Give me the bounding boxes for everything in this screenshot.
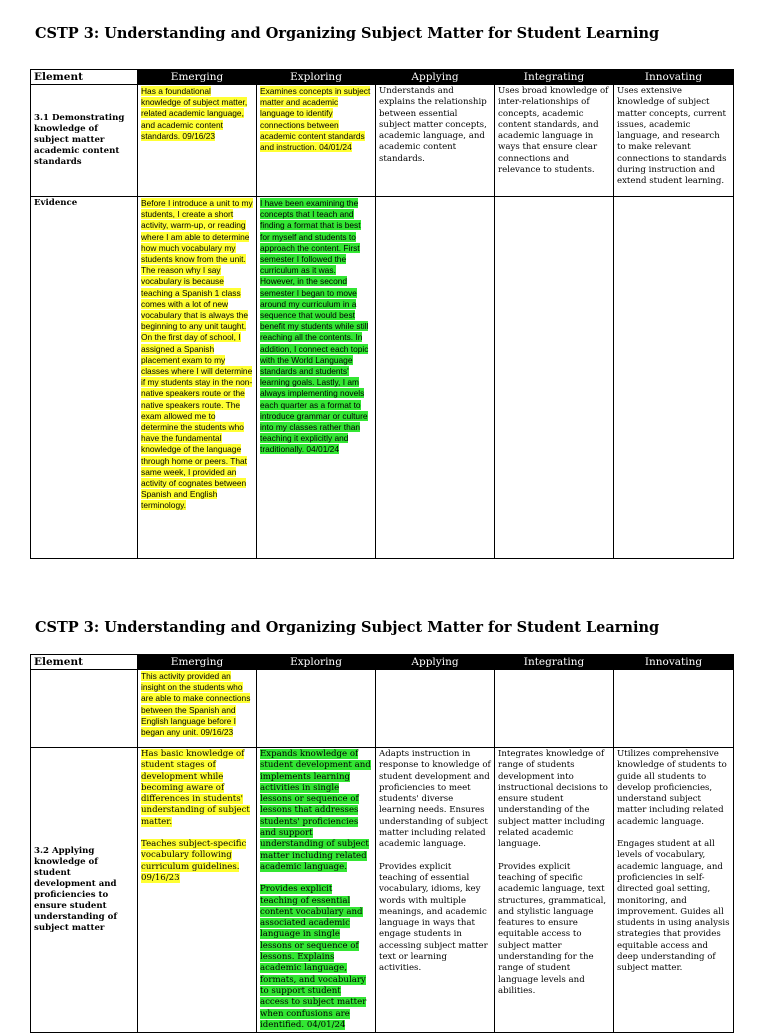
cell-text: Engages student at all levels of vocabulary, academic language, and proficiencies in self-directed goal setting, monitoring, and improvement. Guides all students in using analysis strategies that provides equitable access and deep understanding of subject matter. — [617, 839, 730, 974]
header-exploring: Exploring — [257, 70, 376, 85]
continued-innovating — [614, 670, 734, 748]
element-cell-continued — [31, 670, 138, 748]
highlighted-text: This activity provided an insight on the students who are able to make connections between the Spanish and English language before I began any unit. 09/16/23 — [141, 671, 251, 738]
highlighted-text: Has basic knowledge of student stages of development while becoming aware of differences in students' understanding of subject matter. — [141, 749, 250, 827]
highlighted-text: Expands knowledge of student development and implements learning activities in single lessons or sequence of lessons that addresses students' proficiencies and support understanding of subject matter including related academic language. — [260, 749, 371, 872]
cell-text: Understands and explains the relationship between essential subject matter concepts, academic language, and academic content standards. — [379, 86, 487, 164]
cell-text: Integrates knowledge of range of students development into instructional decisions to ensure student understanding of the subject matter including related academic language. — [498, 749, 608, 850]
evidence-emerging — [138, 197, 257, 559]
element-label: 3.1 Demonstrating knowledge of subject matter academic content standards — [34, 113, 125, 167]
cell-text: Adapts instruction in response to knowledge of student development and proficiencies to meet students' diverse learning needs. Ensures understanding of subject matter including related academic language. — [379, 749, 491, 850]
cell-exploring — [257, 85, 376, 197]
cell-applying — [376, 748, 495, 1033]
cell-emerging — [138, 85, 257, 197]
cell-integrating — [495, 85, 614, 197]
evidence-exploring — [257, 197, 376, 559]
highlighted-text: I have been examining the concepts that I teach and finding a format that is best for myself and students to approach the content. First semester I followed the curriculum as it was. However, in the second semester I began to move around my curriculum in a sequence that would best benefit my students while still reaching all the contents. In addition, I connect each topic with the World Language standards and students' learning goals. Lastly, I am always implementing novels each quarter as a format to introduce grammar or culture into my classes rather than teaching it explicitly and traditionally. 04/01/24 — [260, 198, 369, 455]
continued-emerging — [138, 670, 257, 748]
evidence-applying — [376, 197, 495, 559]
cell-text: Uses extensive knowledge of subject matter concepts, current issues, academic language, and research to make relevant connections to standards during instruction and extend student learning. — [617, 86, 727, 187]
highlighted-text: Provides explicit teaching of essential content vocabulary and associated academic language in single lessons or sequence of lessons. Explains academic language, formats, and vocabulary to support student access to subject matter when confusions are identified. 04/01/24 — [260, 884, 367, 1030]
element-label: Evidence — [34, 198, 78, 208]
header-exploring: Exploring — [257, 655, 376, 670]
cell-integrating — [495, 748, 614, 1033]
element-cell-3-2 — [31, 748, 138, 1033]
cell-applying — [376, 85, 495, 197]
evidence-integrating — [495, 197, 614, 559]
header-applying: Applying — [376, 655, 495, 670]
section-title: CSTP 3: Understanding and Organizing Subject Matter for Student Learning — [35, 25, 660, 42]
cell-emerging — [138, 748, 257, 1033]
element-cell-3-1 — [31, 85, 138, 197]
cell-innovating — [614, 748, 734, 1033]
element-label: 3.2 Applying knowledge of student development and proficiencies to ensure student understanding of subject matter — [34, 846, 118, 934]
cell-text: Uses broad knowledge of inter-relationships of concepts, academic content standards, and academic language in ways that ensure clear connections and relevance to students. — [498, 86, 609, 176]
highlighted-text: Before I introduce a unit to my students, I create a short activity, warm-up, or reading where I am able to determine how much vocabulary my students know from the unit. The reason why I say vocabulary is because teaching a Spanish 1 class comes with a lot of new vocabulary that is always the beginning to any unit taught. On the first day of school, I assigned a Spanish placement exam to my classes where I will determine if my students stay in the non-native speakers route or the native speakers route. The exam allowed me to determine the students who have the fundamental knowledge of the language through home or peers. That same week, I provided an activity of cognates between Spanish and English terminology. — [141, 198, 253, 511]
evidence-innovating — [614, 197, 734, 559]
cell-text: Utilizes comprehensive knowledge of students to guide all students to develop proficiencies, understand subject matter including related academic language. — [617, 749, 727, 827]
header-innovating: Innovating — [614, 70, 734, 85]
header-element: Element — [31, 70, 138, 85]
highlighted-text: Teaches subject-specific vocabulary following curriculum guidelines. 09/16/23 — [141, 839, 247, 883]
header-integrating: Integrating — [495, 70, 614, 85]
highlighted-text: Has a foundational knowledge of subject matter, related academic language, and academic content standards. 09/16/23 — [141, 86, 248, 141]
cell-innovating — [614, 85, 734, 197]
header-emerging: Emerging — [138, 70, 257, 85]
header-applying: Applying — [376, 70, 495, 85]
cell-text: Provides explicit teaching of essential vocabulary, idioms, key words with multiple meanings, and academic language in ways that engage students in accessing subject matter text or learning activities. — [379, 861, 488, 974]
header-integrating: Integrating — [495, 655, 614, 670]
header-emerging: Emerging — [138, 655, 257, 670]
cstp-table-2 — [30, 654, 734, 1033]
highlighted-text: Examines concepts in subject matter and academic language to identify connections between academic content standards and instruction. 04/01/24 — [260, 86, 371, 153]
section-title: CSTP 3: Understanding and Organizing Subject Matter for Student Learning — [35, 619, 660, 636]
header-element: Element — [31, 655, 138, 670]
cstp-table-1 — [30, 69, 734, 559]
continued-integrating — [495, 670, 614, 748]
cell-exploring — [257, 748, 376, 1033]
continued-applying — [376, 670, 495, 748]
continued-exploring — [257, 670, 376, 748]
element-cell-evidence — [31, 197, 138, 559]
cell-text: Provides explicit teaching of specific academic language, text structures, grammatical, and stylistic language features to ensure equitable access to subject matter understanding for the range of student language levels and abilities. — [498, 861, 607, 996]
header-innovating: Innovating — [614, 655, 734, 670]
